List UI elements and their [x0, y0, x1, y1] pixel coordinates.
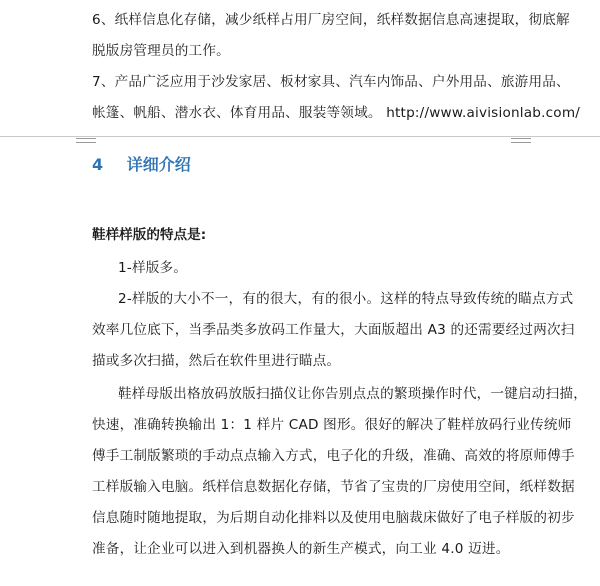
text-line: 6、纸样信息化存储，减少纸样占用厂房空间，纸样数据信息高速提取，彻底解 — [92, 12, 570, 28]
list-item: 1-样版多。 — [118, 260, 188, 276]
list-item-continuation: 描或多次扫描，然后在软件里进行瞄点。 — [92, 353, 341, 369]
list-item: 2-样版的大小不一，有的很大，有的很小。这样的特点导致传统的瞄点方式 — [118, 291, 574, 307]
text-line: 脱版房管理员的工作。 — [92, 43, 230, 59]
paragraph-line: 工样版输入电脑。纸样信息数据化存储，节省了宝贵的厂房使用空间，纸样数据 — [92, 479, 575, 495]
features-title: 鞋样样版的特点是: — [92, 227, 207, 243]
section-heading — [92, 152, 191, 175]
paragraph-line: 准备，让企业可以进入到机器换人的新生产模式，向工业 4.0 迈进。 — [92, 541, 510, 557]
text-line: 7、产品广泛应用于沙发家居、板材家具、汽车内饰品、户外用品、旅游用品、 — [92, 74, 570, 90]
text-line: 帐篷、帆船、潜水衣、体育用品、服装等领域。 http://www.aivisionlab.com/ — [92, 105, 581, 121]
previous-page — [0, 0, 600, 134]
paragraph-line: 傅手工制版繁琐的手动点点输入方式，电子化的升级，准确、高效的将原师傅手 — [92, 448, 575, 464]
list-item-continuation: 效率几位底下，当季品类多放码工作量大，大面版超出 A3 的还需要经过两次扫 — [92, 322, 575, 338]
paragraph-line: 鞋样母版出格放码放版扫描仪让你告别点点的繁琐操作时代，一键启动扫描， — [118, 386, 587, 402]
section-number: 4 — [92, 155, 104, 174]
section-title: 详细介绍 — [126, 155, 191, 174]
page-break-divider — [0, 136, 600, 137]
paragraph-line: 信息随时随地提取，为后期自动化排料以及使用电脑裁床做好了电子样版的初步 — [92, 510, 575, 526]
paragraph-line: 快速，准确转换输出 1：1 样片 CAD 图形。很好的解决了鞋样放码行业传统师 — [92, 417, 572, 433]
